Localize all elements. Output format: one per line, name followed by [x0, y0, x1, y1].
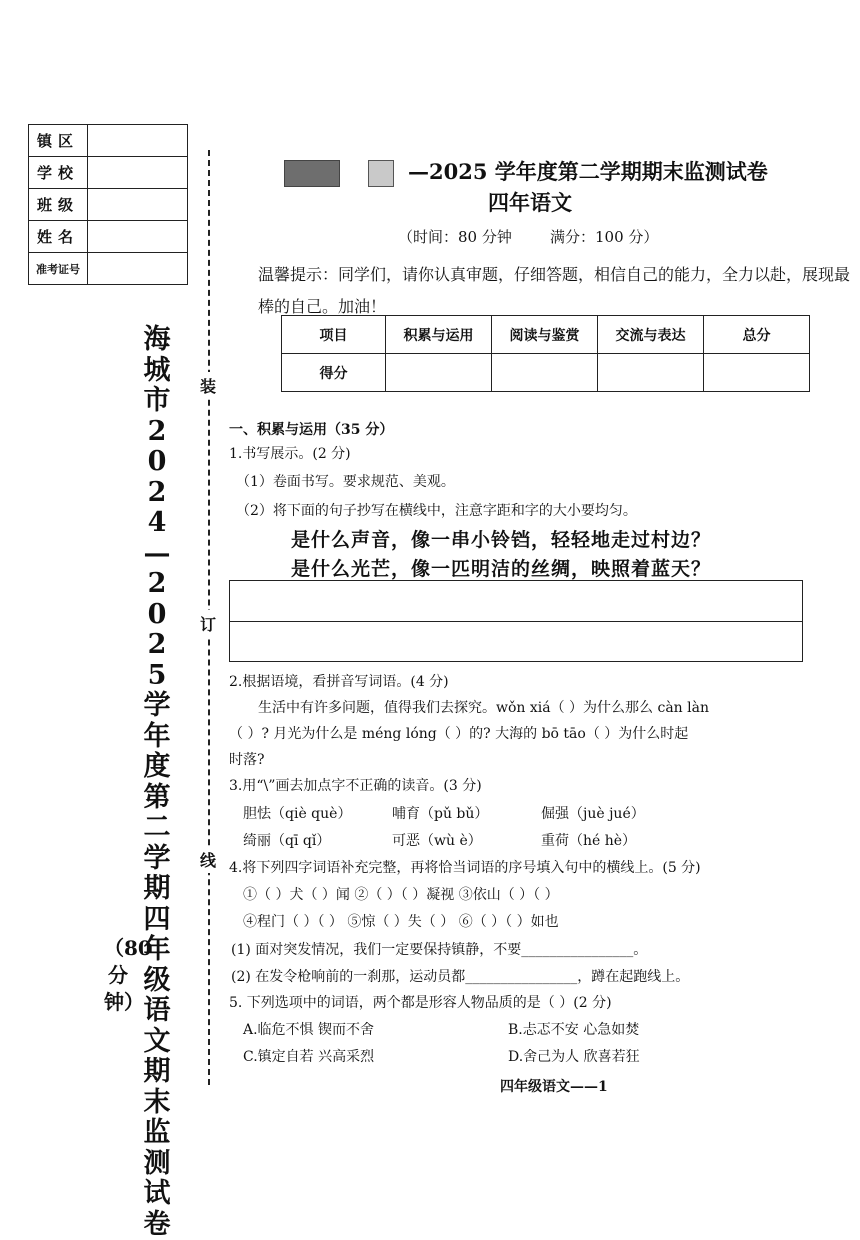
binding-mark-ding: 订 — [200, 610, 216, 637]
score-table — [281, 315, 810, 392]
score-header-total: 总分 — [704, 316, 810, 354]
info-field-class[interactable] — [88, 189, 188, 221]
info-label-name: 姓名 — [29, 221, 88, 253]
q5-option-b[interactable]: B.忐忑不安 心急如焚 — [508, 1022, 640, 1038]
binding-mark-zhuang: 装 — [200, 372, 216, 399]
info-label-school: 学校 — [29, 157, 88, 189]
info-field-exam-number[interactable] — [88, 253, 188, 285]
q1-title: 1.书写展示。(2 分) — [229, 446, 351, 462]
info-field-name[interactable] — [88, 221, 188, 253]
score-cell-expression[interactable] — [598, 354, 704, 392]
exam-title: —2025 学年度第二学期期末监测试卷 — [408, 159, 768, 184]
score-cell-accumulation[interactable] — [386, 354, 492, 392]
score-header-accumulation: 积累与运用 — [386, 316, 492, 354]
score-cell-reading[interactable] — [492, 354, 598, 392]
student-info-table — [28, 124, 188, 285]
q1-copy-line-1: 是什么声音，像一串小铃铛，轻轻地走过村边？ — [291, 529, 712, 551]
q1-sub1: （1）卷面书写。要求规范、美观。 — [236, 474, 455, 490]
score-header-item: 项目 — [282, 316, 386, 354]
score-header-expression: 交流与表达 — [598, 316, 704, 354]
q3-item-1: 胆怯（qiè què） — [243, 806, 352, 822]
warm-tip: 温馨提示：同学们，请你认真审题，仔细答题，相信自己的能力，全力以赴，展现最棒的自己。加油！ — [258, 265, 851, 316]
q1-writing-box[interactable] — [229, 580, 803, 662]
score-header-reading: 阅读与鉴赏 — [492, 316, 598, 354]
q2-line-1: 生活中有许多问题，值得我们去探究。wǒn xiá（ ）为什么那么 càn làn — [258, 700, 709, 716]
info-field-school[interactable] — [88, 157, 188, 189]
q4-sentence-1: (1) 面对突发情况，我们一定要保持镇静，不要________________。 — [231, 942, 648, 958]
redacted-block-small — [368, 160, 394, 187]
q4-row-2: ④程门（ ）（ ） ⑤惊（ ）失（ ） ⑥（ ）（ ）如也 — [243, 914, 559, 930]
info-label-district: 镇区 — [29, 125, 88, 157]
q3-item-3: 倔强（juè jué） — [541, 806, 645, 822]
binding-mark-xian: 线 — [200, 846, 216, 873]
exam-time-score: （时间：80 分钟 满分：100 分） — [398, 228, 659, 246]
exam-subtitle: 四年语文 — [488, 190, 572, 215]
q3-item-4: 绮丽（qī qǐ） — [243, 833, 331, 849]
q4-sentence-2: (2) 在发令枪响前的一刹那，运动员都________________，蹲在起跑线上。 — [231, 969, 690, 985]
q3-title: 3.用“\”画去加点字不正确的读音。(3 分) — [229, 778, 482, 794]
q2-line-2: （ ）? 月光为什么是 méng lóng（ ）的? 大海的 bō tāo（ ）为什么时起 — [229, 726, 689, 742]
q5-title: 5. 下列选项中的词语，两个都是形容人物品质的是（ ）(2 分) — [229, 995, 612, 1011]
section-heading: 一、积累与运用（35 分） — [229, 422, 394, 438]
q1-sub2: （2）将下面的句子抄写在横线中，注意字距和字的大小要均匀。 — [236, 503, 637, 519]
info-label-class: 班级 — [29, 189, 88, 221]
q3-item-2: 哺育（pǔ bǔ） — [392, 806, 489, 822]
q3-item-6: 重荷（hé hè） — [541, 833, 637, 849]
side-title: 海城市2024—2025学年度第二学期四年级语文期末监测试卷 — [143, 324, 171, 1240]
q4-title: 4.将下列四字词语补充完整，再将恰当词语的序号填入句中的横线上。(5 分) — [229, 860, 701, 876]
info-field-district[interactable] — [88, 125, 188, 157]
page-footer: 四年级语文——1 — [500, 1079, 608, 1095]
q3-item-5: 可恶（wù è） — [392, 833, 482, 849]
q2-line-3: 时落? — [229, 752, 265, 768]
q5-option-c[interactable]: C.镇定自若 兴高采烈 — [243, 1049, 375, 1065]
info-label-exam-number: 准考证号 — [29, 253, 88, 285]
side-time: （80分钟） — [104, 936, 152, 1014]
q5-option-a[interactable]: A.临危不惧 锲而不舍 — [243, 1022, 375, 1038]
score-row-label: 得分 — [282, 354, 386, 392]
writing-box-divider — [230, 621, 802, 622]
score-cell-total[interactable] — [704, 354, 810, 392]
q2-title: 2.根据语境，看拼音写词语。(4 分) — [229, 674, 449, 690]
q5-option-d[interactable]: D.舍己为人 欣喜若狂 — [508, 1049, 640, 1065]
q4-row-1: ①（ ）犬（ ）闻 ②（ ）（ ）凝视 ③依山（ ）（ ） — [243, 887, 559, 903]
redacted-block — [284, 160, 340, 187]
q1-copy-line-2: 是什么光芒，像一匹明洁的丝绸，映照着蓝天？ — [291, 558, 712, 580]
